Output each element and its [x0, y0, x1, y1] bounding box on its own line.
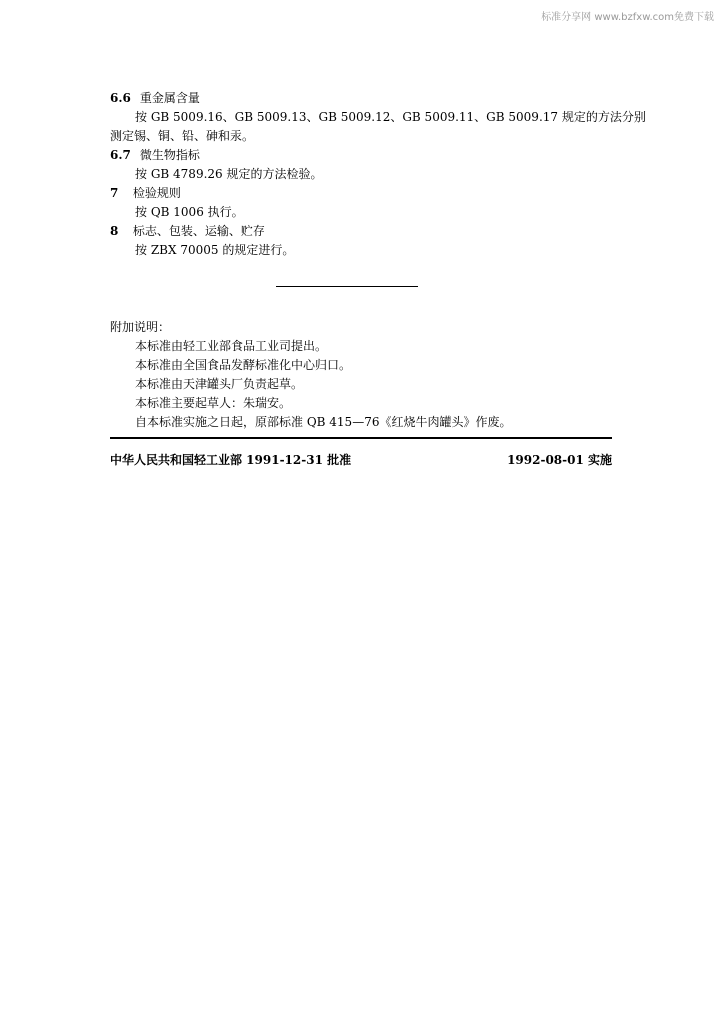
- section-8-heading: [110, 224, 265, 238]
- watermark-text: 标准分享网 www.bzfxw.com免费下载: [541, 12, 714, 23]
- section-6-7-body: 按 GB 4789.26 规定的方法检验。: [135, 167, 323, 181]
- section-number: 6.6: [110, 91, 131, 105]
- section-title: 微生物指标: [139, 148, 200, 162]
- section-6-7-heading: [110, 148, 200, 162]
- appendix-line: 本标准由天津罐头厂负责起草。: [135, 377, 304, 391]
- section-6-6-heading: [110, 91, 200, 105]
- section-number: 7: [110, 186, 119, 200]
- appendix-line: 本标准由全国食品发酵标准化中心归口。: [135, 358, 352, 372]
- section-6-6-body-line-1: 按 GB 5009.16、GB 5009.13、GB 5009.12、GB 5009.11、GB 5009.17 规定的方法分别: [135, 110, 646, 124]
- section-number: 8: [110, 224, 119, 238]
- appendix-line: 本标准由轻工业部食品工业司提出。: [135, 339, 328, 353]
- section-number: 6.7: [110, 148, 131, 162]
- appendix-line: 自本标准实施之日起，原部标准 QB 415—76《红烧牛肉罐头》作废。: [135, 415, 512, 429]
- approval-date: 中华人民共和国轻工业部 1991-12-31 批准: [110, 453, 352, 467]
- appendix-heading: 附加说明：: [110, 320, 171, 334]
- footer-rule: [110, 437, 612, 439]
- appendix-line: 本标准主要起草人：朱瑞安。: [135, 396, 292, 410]
- implementation-date: 1992-08-01 实施: [507, 453, 612, 467]
- section-7-body: 按 QB 1006 执行。: [135, 205, 244, 219]
- section-title: 检验规则: [132, 186, 181, 200]
- section-6-6-body-line-2: 测定锡、铜、铅、砷和汞。: [110, 129, 255, 143]
- section-title: 重金属含量: [139, 91, 200, 105]
- separator-rule: [276, 286, 418, 287]
- section-7-heading: [110, 186, 181, 200]
- section-8-body: 按 ZBX 70005 的规定进行。: [135, 243, 295, 257]
- section-title: 标志、包装、运输、贮存: [132, 224, 265, 238]
